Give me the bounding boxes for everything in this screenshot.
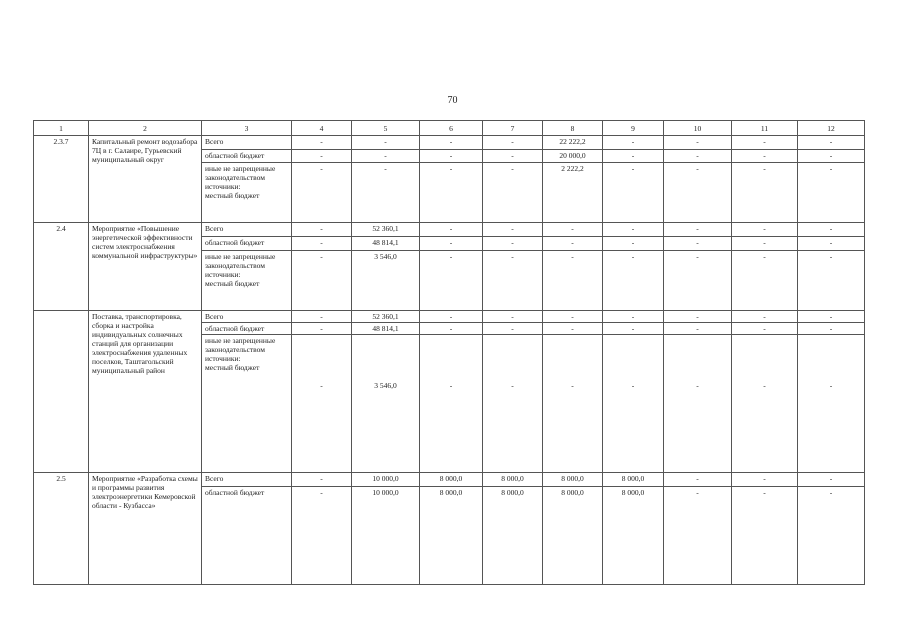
local-budget-label: местный бюджет: [205, 191, 260, 200]
value-cell: -: [292, 251, 352, 311]
value-cell: -: [483, 335, 543, 473]
value-cell: -: [664, 311, 732, 323]
value-cell: -: [798, 251, 865, 311]
column-header: 3: [202, 121, 292, 136]
value-cell: -: [483, 136, 543, 150]
value-cell: -: [292, 487, 352, 585]
value-cell: -: [483, 223, 543, 237]
value-cell: -: [352, 136, 420, 150]
value-cell: -: [543, 237, 603, 251]
value-cell: 10 000,0: [352, 487, 420, 585]
value-cell: -: [603, 163, 664, 223]
value-cell: -: [292, 150, 352, 163]
value-cell: 8 000,0: [483, 473, 543, 487]
value-cell: 3 546,0: [352, 251, 420, 311]
value-cell: -: [732, 223, 798, 237]
value-cell: -: [798, 223, 865, 237]
source-label: [202, 163, 292, 223]
value-cell: -: [664, 473, 732, 487]
value-cell: 10 000,0: [352, 473, 420, 487]
value-cell: -: [798, 150, 865, 163]
value-cell: -: [664, 163, 732, 223]
value-cell: -: [732, 237, 798, 251]
value-cell: -: [292, 335, 352, 473]
header-row: [34, 121, 865, 136]
section-number: [34, 311, 89, 473]
value-cell: -: [292, 223, 352, 237]
value-cell: -: [603, 335, 664, 473]
column-header: 8: [543, 121, 603, 136]
source-label: Всего: [202, 473, 292, 487]
value-cell: -: [543, 335, 603, 473]
value-cell: -: [420, 311, 483, 323]
value-cell: -: [420, 251, 483, 311]
source-label: Всего: [202, 136, 292, 150]
value-cell: -: [798, 163, 865, 223]
source-label: [202, 335, 292, 473]
other-sources-label: иные не запрещенные законодательством источники:: [205, 164, 276, 191]
value-cell: -: [483, 150, 543, 163]
value-cell: -: [798, 136, 865, 150]
value-cell: 8 000,0: [420, 487, 483, 585]
value-cell: -: [603, 323, 664, 335]
value-cell: 8 000,0: [603, 473, 664, 487]
value-cell: -: [483, 311, 543, 323]
value-cell: -: [543, 251, 603, 311]
value-cell: 52 360,1: [352, 311, 420, 323]
source-label: областной бюджет: [202, 487, 292, 585]
value-cell: 48 814,1: [352, 237, 420, 251]
value-cell: 2 222,2: [543, 163, 603, 223]
value-cell: 20 000,0: [543, 150, 603, 163]
value-cell: 22 222,2: [543, 136, 603, 150]
value-cell: -: [732, 251, 798, 311]
value-cell: -: [664, 136, 732, 150]
column-header: 4: [292, 121, 352, 136]
value-cell: -: [352, 150, 420, 163]
column-header: 12: [798, 121, 865, 136]
local-budget-label: местный бюджет: [205, 363, 260, 372]
value-cell: -: [420, 150, 483, 163]
value-cell: -: [483, 163, 543, 223]
column-header: 1: [34, 121, 89, 136]
value-cell: -: [292, 323, 352, 335]
other-sources-label: иные не запрещенные законодательством источники:: [205, 252, 276, 279]
value-cell: 8 000,0: [420, 473, 483, 487]
source-label: Всего: [202, 223, 292, 237]
value-cell: -: [664, 150, 732, 163]
source-label: областной бюджет: [202, 323, 292, 335]
value-cell: -: [732, 323, 798, 335]
value-cell: -: [292, 163, 352, 223]
value-cell: -: [732, 163, 798, 223]
value-cell: -: [483, 323, 543, 335]
value-cell: -: [483, 251, 543, 311]
table-row: [34, 223, 865, 237]
value-cell: -: [732, 136, 798, 150]
value-cell: -: [664, 251, 732, 311]
column-header: 2: [89, 121, 202, 136]
value-cell: -: [664, 487, 732, 585]
section-name: Мероприятие «Повышение энергетической эффективности систем электроснабжения коммунальной инфраструктуры»: [89, 223, 202, 311]
source-label: [202, 251, 292, 311]
section-name: Мероприятие «Разработка схемы и программы развития электроэнергетики Кемеровской области - Кузбасса»: [89, 473, 202, 585]
source-label: областной бюджет: [202, 237, 292, 251]
value-cell: -: [798, 473, 865, 487]
column-header: 10: [664, 121, 732, 136]
value-cell: -: [352, 163, 420, 223]
value-cell: -: [798, 487, 865, 585]
local-budget-label: местный бюджет: [205, 279, 260, 288]
value-cell: -: [420, 237, 483, 251]
column-header: 5: [352, 121, 420, 136]
value-cell: -: [543, 323, 603, 335]
value-cell: 8 000,0: [483, 487, 543, 585]
value-cell: 8 000,0: [603, 487, 664, 585]
value-cell: -: [420, 163, 483, 223]
value-cell: -: [543, 223, 603, 237]
section-name: Поставка, транспортировка, сборка и настройка индивидуальных солнечных станций для организации электроснабжения удаленных поселков, Таштагольский муниципальный район: [89, 311, 202, 473]
page-number: 70: [447, 95, 458, 106]
value-cell: -: [603, 237, 664, 251]
value-cell: -: [420, 223, 483, 237]
column-header: 7: [483, 121, 543, 136]
value-cell: -: [732, 311, 798, 323]
section-number: 2.4: [34, 223, 89, 311]
value-cell: -: [798, 335, 865, 473]
value-cell: -: [664, 323, 732, 335]
value-cell: -: [420, 136, 483, 150]
table-row: [34, 473, 865, 487]
value-cell: -: [292, 473, 352, 487]
value-cell: -: [732, 473, 798, 487]
value-cell: -: [664, 223, 732, 237]
value-cell: 52 360,1: [352, 223, 420, 237]
value-cell: -: [292, 311, 352, 323]
section-number: 2.5: [34, 473, 89, 585]
table-row: [34, 311, 865, 323]
value-cell: -: [292, 237, 352, 251]
column-header: 6: [420, 121, 483, 136]
value-cell: -: [603, 311, 664, 323]
value-cell: -: [664, 335, 732, 473]
other-sources-label: иные не запрещенные законодательством источники:: [205, 336, 276, 363]
column-header: 11: [732, 121, 798, 136]
value-cell: -: [292, 136, 352, 150]
value-cell: 8 000,0: [543, 487, 603, 585]
value-cell: -: [603, 136, 664, 150]
value-cell: 48 814,1: [352, 323, 420, 335]
value-cell: -: [603, 150, 664, 163]
value-cell: -: [420, 323, 483, 335]
value-cell: 3 546,0: [352, 335, 420, 473]
value-cell: -: [420, 335, 483, 473]
value-cell: 8 000,0: [543, 473, 603, 487]
value-cell: -: [798, 323, 865, 335]
value-cell: -: [732, 150, 798, 163]
value-cell: -: [664, 237, 732, 251]
value-cell: -: [603, 251, 664, 311]
value-cell: -: [798, 311, 865, 323]
value-cell: -: [483, 237, 543, 251]
column-header: 9: [603, 121, 664, 136]
budget-table: [33, 120, 865, 585]
value-cell: -: [543, 311, 603, 323]
value-cell: -: [603, 223, 664, 237]
section-number: 2.3.7: [34, 136, 89, 223]
section-name: Капитальный ремонт водозабора 7Ц в г. Салаире, Гурьевский муниципальный округ: [89, 136, 202, 223]
value-cell: -: [732, 335, 798, 473]
source-label: Всего: [202, 311, 292, 323]
value-cell: -: [798, 237, 865, 251]
table-row: [34, 136, 865, 150]
source-label: областной бюджет: [202, 150, 292, 163]
value-cell: -: [732, 487, 798, 585]
